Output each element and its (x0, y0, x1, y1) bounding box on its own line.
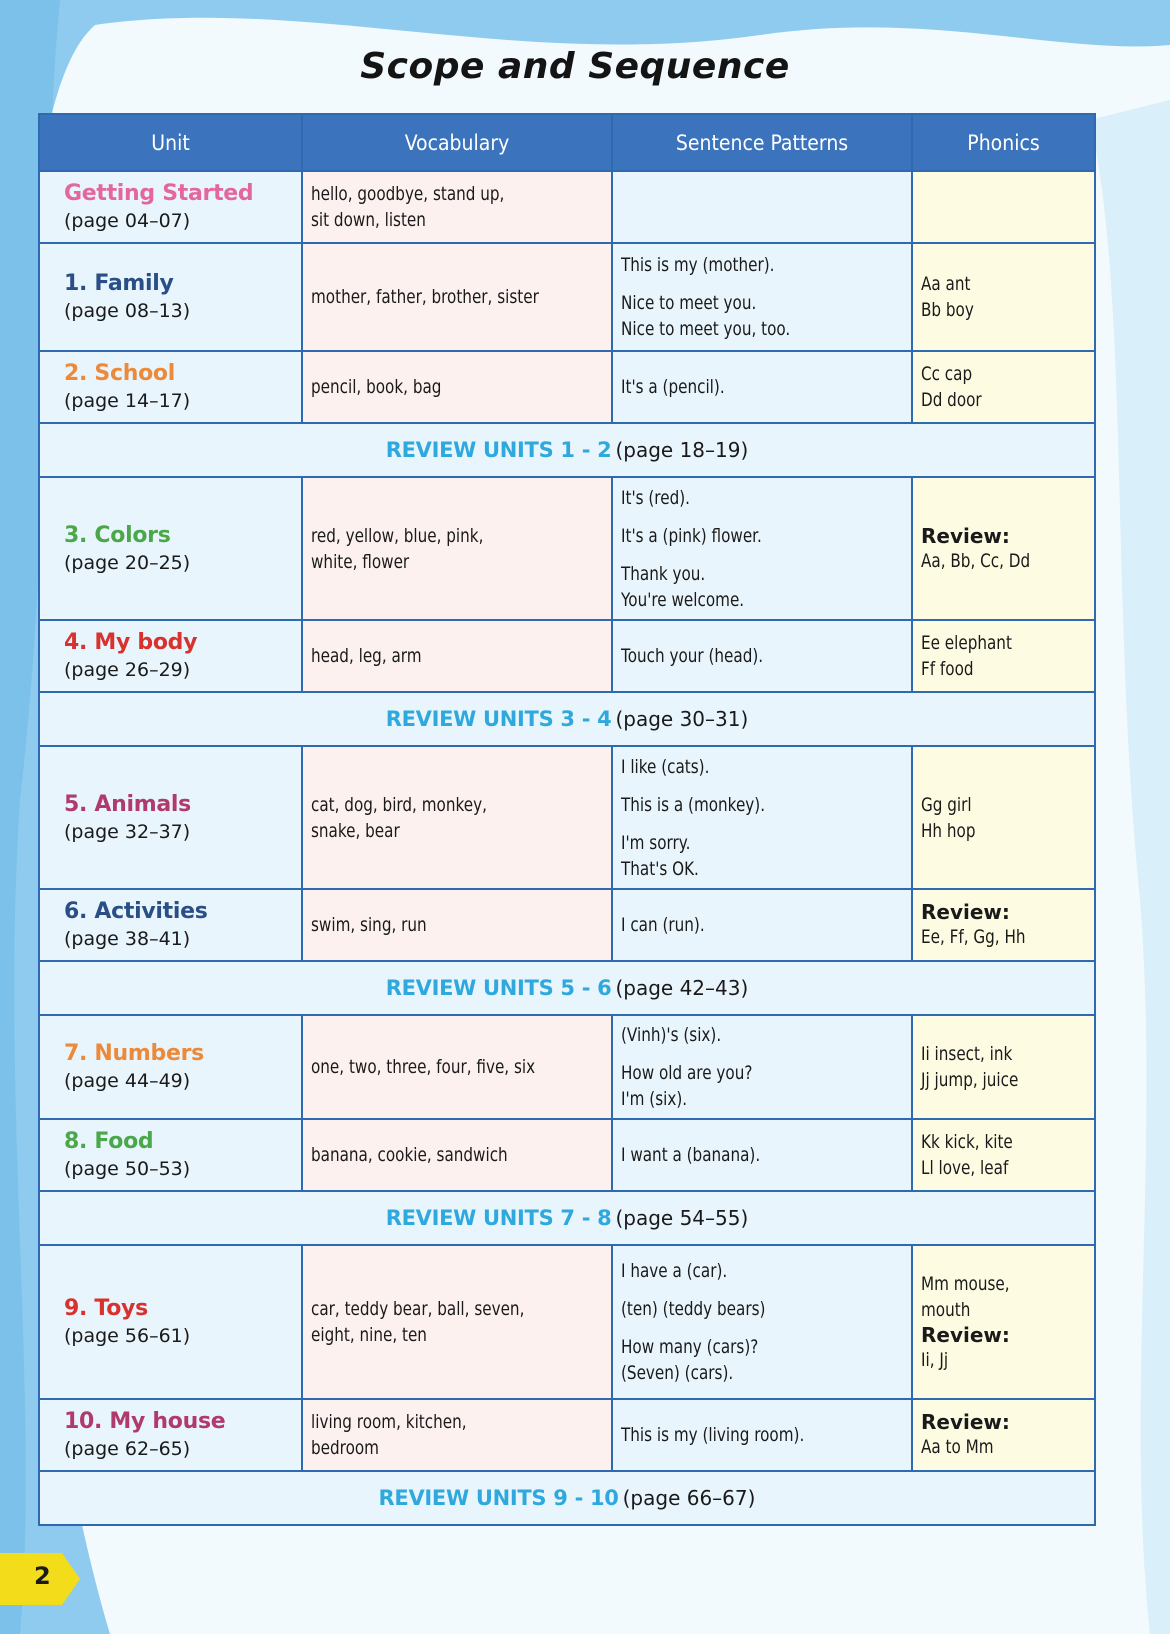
unit-name: 5. Animals (64, 791, 191, 817)
vocabulary-cell (302, 1245, 612, 1399)
review-cell (39, 1471, 1095, 1525)
page-number: 2 (34, 1562, 51, 1590)
unit-page: (page 32–37) (64, 820, 191, 843)
vocabulary-cell (302, 171, 612, 243)
sentence-line: This is a (monkey). (621, 793, 766, 816)
sentence-line: (Seven) (cars). (621, 1362, 734, 1384)
unit-name: 10. My house (64, 1409, 226, 1434)
unit-cell (39, 889, 302, 961)
header-sentence-patterns: Sentence Patterns (612, 114, 912, 171)
phonics-line: Kk kick, kite (921, 1131, 1013, 1153)
phonics-line: Aa, Bb, Cc, Dd (921, 549, 1031, 572)
unit-cell (39, 243, 302, 351)
review-row (39, 961, 1095, 1015)
phonics-line: Hh hop (921, 819, 976, 842)
vocabulary-line: pencil, book, bag (311, 376, 442, 398)
sentence-patterns-cell (612, 477, 912, 620)
unit-name: 3. Colors (64, 522, 171, 548)
sentence-patterns-cell (612, 1015, 912, 1119)
vocabulary-line: hello, goodbye, stand up, (311, 183, 505, 205)
vocabulary-line: head, leg, arm (311, 645, 422, 667)
sentence-patterns-cell (612, 351, 912, 423)
sentence-line: It's (red). (621, 486, 690, 509)
unit-page: (page 56–61) (64, 1325, 191, 1347)
review-label: REVIEW UNITS 3 - 4 (385, 707, 612, 731)
sentence-line: Touch your (head). (621, 645, 764, 667)
review-label: REVIEW UNITS 5 - 6 (385, 976, 612, 1000)
unit-row (39, 171, 1095, 243)
vocabulary-line: one, two, three, four, five, six (311, 1056, 536, 1078)
vocabulary-line: banana, cookie, sandwich (311, 1144, 508, 1166)
phonics-line: Ll love, leaf (921, 1157, 1009, 1179)
vocabulary-line: white, flower (311, 550, 410, 573)
sentence-line: This is my (living room). (621, 1424, 805, 1446)
phonics-cell (912, 889, 1095, 961)
sentence-line: How many (cars)? (621, 1336, 759, 1358)
sentence-patterns-cell (612, 1399, 912, 1471)
vocabulary-cell (302, 243, 612, 351)
phonics-line: Gg girl (921, 793, 972, 816)
review-page: (page 30–31) (615, 707, 749, 731)
unit-cell (39, 620, 302, 692)
unit-name: 4. My body (64, 630, 198, 655)
phonics-line: Mm mouse, (921, 1273, 1010, 1295)
sentence-line: This is my (mother). (621, 254, 775, 276)
unit-cell (39, 1119, 302, 1191)
phonics-cell (912, 1399, 1095, 1471)
sentence-line: I'm (six). (621, 1088, 688, 1110)
vocabulary-line: red, yellow, blue, pink, (311, 524, 484, 547)
unit-cell (39, 1245, 302, 1399)
phonics-line: mouth (921, 1299, 971, 1321)
review-row (39, 1471, 1095, 1525)
scope-table (38, 113, 1096, 1526)
phonics-review-heading: Review: (921, 523, 1010, 548)
vocabulary-line: bedroom (311, 1437, 379, 1459)
header-phonics: Phonics (912, 114, 1095, 171)
phonics-line: Dd door (921, 389, 982, 411)
review-page: (page 42–43) (615, 976, 749, 1000)
review-cell (39, 423, 1095, 477)
unit-cell (39, 171, 302, 243)
unit-name: 8. Food (64, 1129, 154, 1154)
vocabulary-cell (302, 1119, 612, 1191)
vocabulary-cell (302, 889, 612, 961)
sentence-line: I want a (banana). (621, 1144, 761, 1166)
unit-page: (page 62–65) (64, 1438, 191, 1460)
sentence-patterns-cell (612, 243, 912, 351)
review-page: (page 66–67) (622, 1486, 756, 1510)
phonics-line: Aa ant (921, 273, 971, 295)
review-cell (39, 961, 1095, 1015)
unit-row (39, 477, 1095, 620)
phonics-cell (912, 746, 1095, 889)
review-label: REVIEW UNITS 9 - 10 (378, 1486, 619, 1510)
review-page: (page 18–19) (615, 438, 749, 462)
sentence-line: Nice to meet you. (621, 292, 757, 314)
sentence-patterns-cell (612, 171, 912, 243)
vocabulary-cell (302, 351, 612, 423)
unit-page: (page 04–07) (64, 210, 191, 232)
vocabulary-line: living room, kitchen, (311, 1411, 467, 1433)
unit-name: 9. Toys (64, 1296, 148, 1321)
unit-page: (page 26–29) (64, 659, 191, 681)
unit-page: (page 20–25) (64, 551, 191, 574)
sentence-patterns-cell (612, 1245, 912, 1399)
vocabulary-cell (302, 746, 612, 889)
sentence-patterns-cell (612, 620, 912, 692)
unit-row (39, 1119, 1095, 1191)
sentence-line: I have a (car). (621, 1260, 728, 1282)
sentence-line: I like (cats). (621, 755, 710, 778)
phonics-cell (912, 477, 1095, 620)
unit-row (39, 1399, 1095, 1471)
phonics-line: Ii, Jj (921, 1349, 949, 1371)
unit-page: (page 08–13) (64, 300, 191, 322)
phonics-cell (912, 620, 1095, 692)
vocabulary-cell (302, 620, 612, 692)
header-row (39, 114, 1095, 171)
review-row (39, 1191, 1095, 1245)
review-page: (page 54–55) (615, 1206, 749, 1230)
sentence-line: How old are you? (621, 1062, 753, 1084)
review-cell (39, 692, 1095, 746)
phonics-line: Aa to Mm (921, 1436, 994, 1458)
sentence-line: That's OK. (621, 857, 699, 880)
vocabulary-line: cat, dog, bird, monkey, (311, 793, 487, 816)
sentence-line: Nice to meet you, too. (621, 318, 791, 340)
unit-row (39, 746, 1095, 889)
sentence-line: You're welcome. (621, 588, 745, 611)
phonics-review-heading: Review: (921, 1323, 1010, 1347)
unit-row (39, 620, 1095, 692)
unit-name: 1. Family (64, 271, 174, 296)
phonics-cell (912, 1119, 1095, 1191)
unit-name: 2. School (64, 361, 175, 386)
sentence-patterns-cell (612, 889, 912, 961)
phonics-line: Ii insect, ink (921, 1043, 1013, 1065)
unit-row (39, 351, 1095, 423)
unit-cell (39, 746, 302, 889)
vocabulary-cell (302, 477, 612, 620)
phonics-review-heading: Review: (921, 900, 1010, 924)
sentence-line: (ten) (teddy bears) (621, 1298, 766, 1320)
vocabulary-line: mother, father, brother, sister (311, 286, 539, 308)
sentence-line: (Vinh)'s (six). (621, 1024, 722, 1046)
unit-page: (page 50–53) (64, 1158, 191, 1180)
page-title: Scope and Sequence (360, 46, 790, 87)
review-row (39, 692, 1095, 746)
sentence-line: It's a (pencil). (621, 376, 725, 398)
unit-cell (39, 351, 302, 423)
unit-page: (page 38–41) (64, 928, 191, 950)
vocabulary-line: sit down, listen (311, 209, 426, 231)
vocabulary-cell (302, 1015, 612, 1119)
phonics-cell (912, 171, 1095, 243)
phonics-line: Cc cap (921, 363, 973, 385)
unit-cell (39, 477, 302, 620)
sentence-patterns-cell (612, 1119, 912, 1191)
unit-row (39, 243, 1095, 351)
phonics-cell (912, 1245, 1095, 1399)
header-unit: Unit (39, 114, 302, 171)
vocabulary-line: swim, sing, run (311, 914, 427, 936)
vocabulary-line: car, teddy bear, ball, seven, (311, 1298, 525, 1320)
unit-page: (page 14–17) (64, 390, 191, 412)
sentence-line: I'm sorry. (621, 831, 691, 854)
sentence-line: It's a (pink) flower. (621, 524, 762, 547)
phonics-cell (912, 243, 1095, 351)
unit-row (39, 1015, 1095, 1119)
unit-name: Getting Started (64, 181, 254, 206)
unit-row (39, 1245, 1095, 1399)
unit-name: 7. Numbers (64, 1041, 204, 1066)
sentence-patterns-cell (612, 746, 912, 889)
unit-cell (39, 1399, 302, 1471)
phonics-line: Jj jump, juice (921, 1069, 1019, 1091)
header-vocabulary: Vocabulary (302, 114, 612, 171)
review-label: REVIEW UNITS 1 - 2 (385, 438, 612, 462)
review-cell (39, 1191, 1095, 1245)
phonics-cell (912, 1015, 1095, 1119)
sentence-line: I can (run). (621, 914, 705, 936)
unit-row (39, 889, 1095, 961)
phonics-review-heading: Review: (921, 1410, 1010, 1434)
review-label: REVIEW UNITS 7 - 8 (385, 1206, 612, 1230)
phonics-cell (912, 351, 1095, 423)
review-row (39, 423, 1095, 477)
phonics-line: Ee, Ff, Gg, Hh (921, 926, 1026, 948)
phonics-line: Ee elephant (921, 632, 1012, 654)
phonics-line: Ff food (921, 658, 974, 680)
unit-name: 6. Activities (64, 899, 208, 924)
phonics-line: Bb boy (921, 299, 974, 321)
vocabulary-line: eight, nine, ten (311, 1324, 427, 1346)
unit-cell (39, 1015, 302, 1119)
sentence-line: Thank you. (621, 562, 706, 585)
vocabulary-line: snake, bear (311, 819, 400, 842)
vocabulary-cell (302, 1399, 612, 1471)
unit-page: (page 44–49) (64, 1070, 191, 1092)
